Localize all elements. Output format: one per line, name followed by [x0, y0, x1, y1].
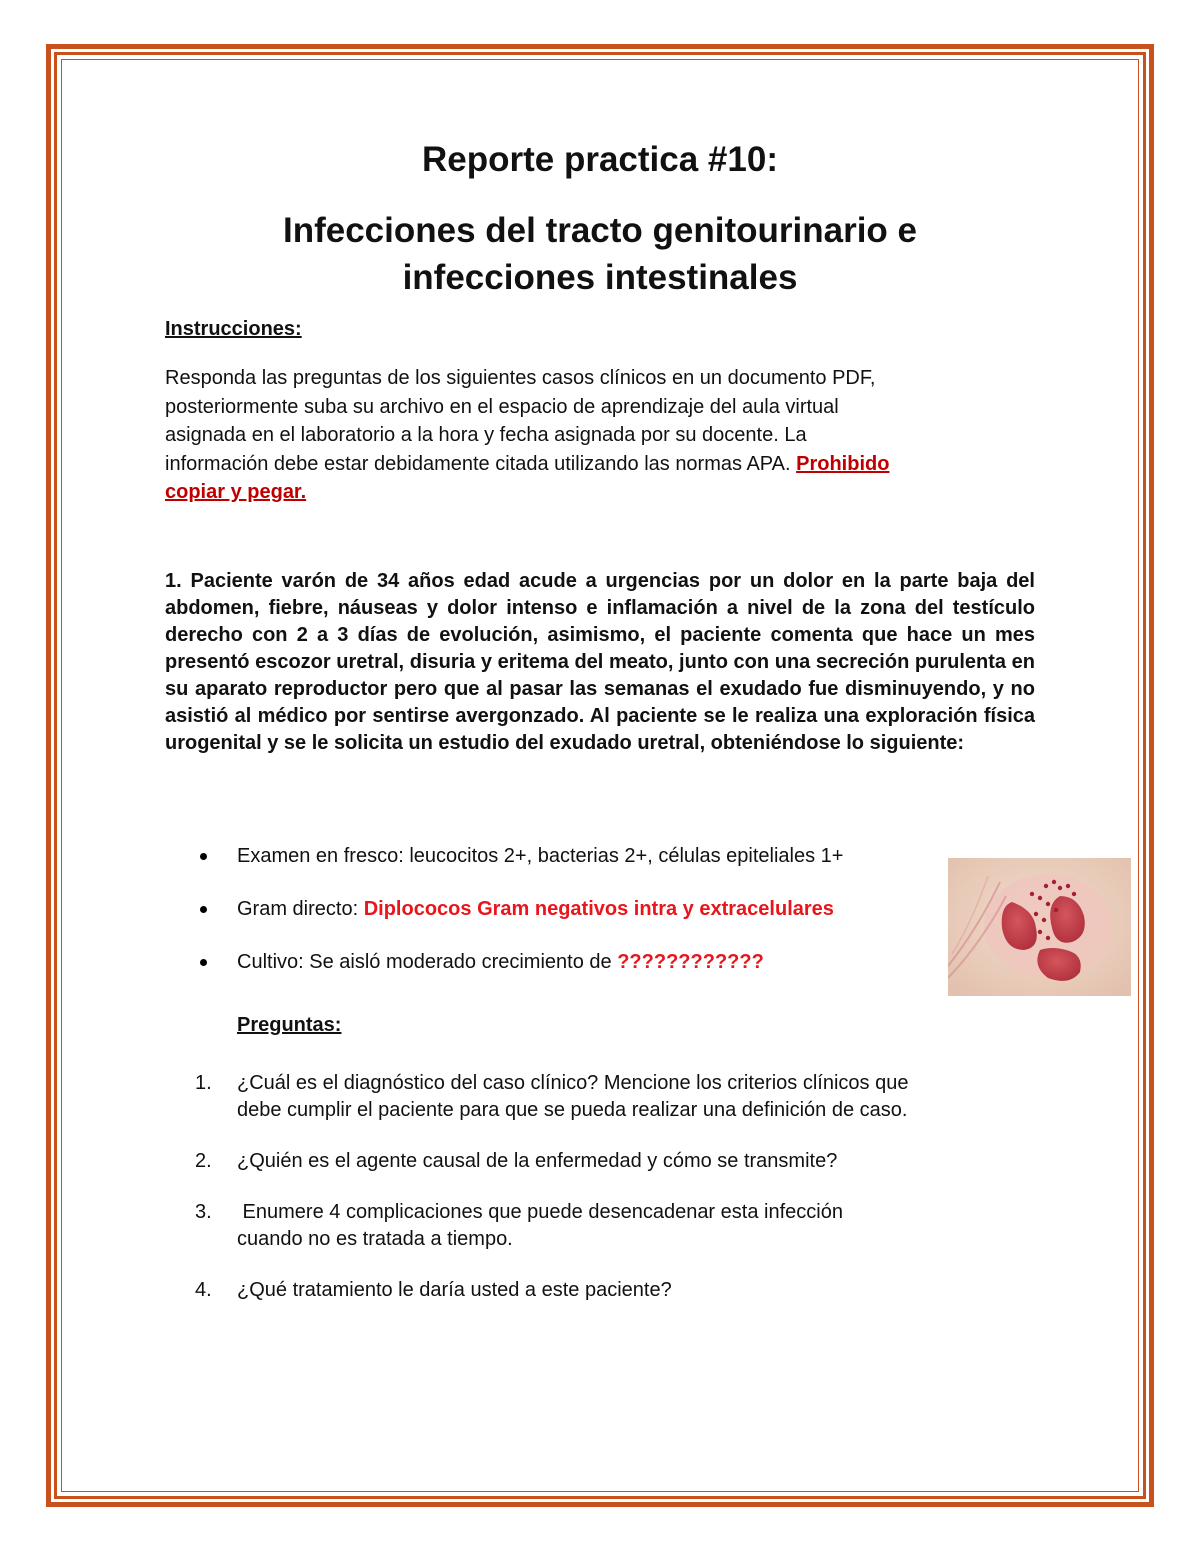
report-subtitle-line1: Infecciones del tracto genitourinario e — [282, 211, 918, 250]
question-text: ¿Cuál es el diagnóstico del caso clínico? Mencione los criterios clínicos que — [237, 1072, 909, 1094]
finding-label: Cultivo: Se aisló moderado crecimiento de — [237, 951, 612, 973]
question-text: Enumere 4 complicaciones que puede desencadenar esta infección — [237, 1201, 843, 1223]
finding-item — [195, 948, 843, 976]
bullet-icon — [200, 853, 207, 860]
bullet-icon — [200, 959, 207, 966]
question-number: 1. — [195, 1072, 212, 1094]
finding-label: Gram directo: — [237, 898, 359, 920]
question-text: ¿Qué tratamiento le daría usted a este paciente? — [237, 1279, 672, 1301]
report-subtitle-line2: infecciones intestinales — [402, 258, 798, 297]
no-copy-warning-cont: copiar y pegar. — [165, 481, 307, 503]
report-title: Reporte practica #10: — [422, 140, 778, 179]
question-item — [195, 1199, 1035, 1253]
findings-list — [195, 842, 843, 1001]
question-text: ¿Quién es el agente causal de la enfermedad y cómo se transmite? — [237, 1150, 838, 1172]
finding-value: leucocitos 2+, bacterias 2+, células epiteliales 1+ — [409, 845, 844, 867]
instructions-body — [165, 364, 1045, 507]
instructions-line: Responda las preguntas de los siguientes casos clínicos en un documento PDF, — [165, 367, 876, 389]
finding-value-highlight: Diplococos Gram negativos intra y extracelulares — [363, 898, 834, 920]
clinical-case-text: 1. Paciente varón de 34 años edad acude a urgencias por un dolor en la parte baja del abdomen, fiebre, náuseas y dolor intenso e inflamación a nivel de la zona del testículo derecho con 2 a 3 días de evolución, asimismo, el paciente comenta que hace un mes presentó escozor uretral, disuria y eritema del meato, junto con una secreción purulenta en su aparato reproductor pero que al pasar las semanas el exudado fue disminuyendo, y no asistió al médico por sentirse avergonzado. Al paciente se le realiza una exploración física urogenital y se le solicita un estudio del exudado uretral, obteniéndose lo siguiente: — [165, 570, 1035, 754]
question-text-cont: debe cumplir el paciente para que se pueda realizar una definición de caso. — [237, 1099, 908, 1121]
question-item — [195, 1277, 1035, 1304]
instructions-line: posteriormente suba su archivo en el espacio de aprendizaje del aula virtual — [165, 395, 839, 418]
instructions-line: asignada en el laboratorio a la hora y fecha asignada por su docente. La — [165, 424, 807, 446]
finding-label: Examen en fresco: — [237, 845, 404, 867]
bullet-icon — [200, 906, 207, 913]
microscopy-gram-stain-image — [948, 858, 1131, 996]
question-item — [195, 1148, 1035, 1175]
finding-item — [195, 842, 843, 870]
question-text-cont: cuando no es tratada a tiempo. — [237, 1228, 513, 1250]
question-number: 3. — [195, 1201, 212, 1223]
finding-item — [195, 895, 843, 923]
question-number: 4. — [195, 1279, 212, 1301]
finding-value-highlight: ???????????? — [617, 951, 764, 973]
instructions-heading: Instrucciones: — [165, 318, 302, 340]
report-subtitle — [220, 207, 980, 301]
no-copy-warning: Prohibido — [796, 452, 890, 475]
instructions-line: información debe estar debidamente citada utilizando las normas APA. — [165, 452, 791, 475]
question-number: 2. — [195, 1150, 212, 1172]
questions-list — [195, 1070, 1035, 1328]
question-item — [195, 1070, 1035, 1124]
questions-heading: Preguntas: — [237, 1014, 342, 1036]
